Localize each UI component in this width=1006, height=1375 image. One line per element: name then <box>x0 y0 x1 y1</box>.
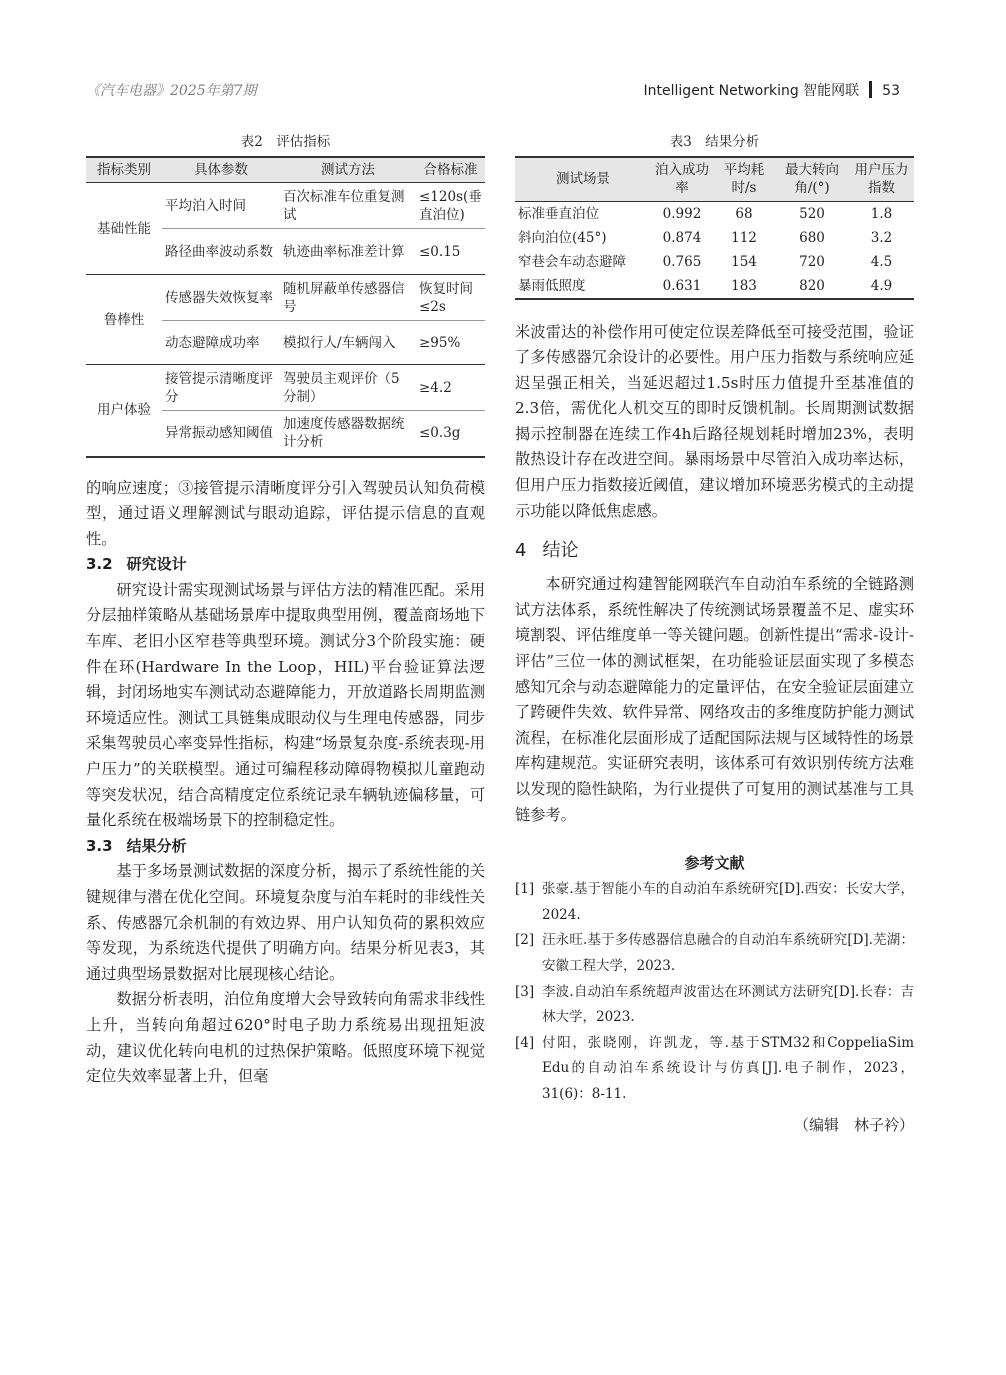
cell: 112 <box>731 229 757 246</box>
reference-list <box>515 877 914 1107</box>
cell: 154 <box>731 253 757 270</box>
table-row <box>515 226 914 250</box>
cell: 模拟行人/车辆闯入 <box>283 334 396 351</box>
reference-item: [3] 李波.自动泊车系统超声波雷达在环测试方法研究[D].长春：吉林大学，2023. <box>515 983 914 1026</box>
table-row <box>515 201 914 226</box>
cell: 接管提示清晰度评分 <box>165 370 273 405</box>
table3-caption: 表3 结果分析 <box>669 134 760 150</box>
cell: ≤120s(垂直泊位) <box>419 188 482 223</box>
cell: 恢复时间≤2s <box>419 280 473 315</box>
section-heading-3-3: 3.3 结果分析 <box>86 836 187 855</box>
table-row <box>515 250 914 274</box>
cell: 路径曲率波动系数 <box>165 243 273 260</box>
cell: 680 <box>799 229 825 246</box>
paragraph: 本研究通过构建智能网联汽车自动泊车系统的全链路测试方法体系，系统性解决了传统测试场景覆盖不足、虚实环境割裂、评估维度单一等关键问题。创新性提出“需求-设计-评估”三位一体的测试框架，在功能验证层面实现了多模态感知冗余与动态避障能力的定量评估，在安全验证层面建立了跨硬件失效、软件异常、网络攻击的多维度防护能力测试流程，在标准化层面形成了适配国际法规与区域特性的场景库构建规范。实证研究表明，该体系可有效识别传统方法难以发现的隐性缺陷，为行业提供了可复用的测试基准与工具链参考。 <box>515 575 914 824</box>
cell: 暴雨低照度 <box>518 277 586 294</box>
category-cell: 用户体验 <box>97 402 151 419</box>
cell: 0.874 <box>662 229 702 246</box>
section-heading-3-2: 3.2 研究设计 <box>86 555 187 574</box>
table2-header-row <box>86 157 485 183</box>
table3 <box>515 156 914 300</box>
cell: 平均泊入时间 <box>165 197 246 214</box>
editor-credit: （编辑 林子衿） <box>793 1115 914 1134</box>
header-cell: 平均耗时/s <box>723 162 765 197</box>
cell: 820 <box>799 277 825 294</box>
category-cell: 基础性能 <box>97 220 151 237</box>
header-cell: 具体参数 <box>194 162 248 178</box>
table-row <box>86 275 485 321</box>
section-heading-4: 4 结论 <box>515 540 579 562</box>
section-name: Intelligent Networking 智能网联 <box>643 83 860 99</box>
table-row <box>515 274 914 299</box>
cell: ≤0.3g <box>419 425 461 442</box>
paragraph: 基于多场景测试数据的深度分析，揭示了系统性能的关键规律与潜在优化空间。环境复杂度与泊车耗时的非线性关系、传感器冗余机制的有效边界、用户认知负荷的累积效应等发现，为系统迭代提供了明确方向。结果分析见表3，其通过典型场景数据对比展现核心结论。 <box>86 862 485 983</box>
cell: ≤0.15 <box>419 243 461 260</box>
header-cell: 最大转向角/(°) <box>785 162 839 197</box>
cell: 传感器失效恢复率 <box>165 289 273 306</box>
cell: 加速度传感器数据统计分析 <box>283 416 405 451</box>
cell: 4.9 <box>870 277 893 294</box>
cell: 窄巷会车动态避障 <box>518 253 626 270</box>
cell: 百次标准车位重复测试 <box>283 188 405 223</box>
cell: 随机屏蔽单传感器信号 <box>283 280 405 315</box>
table2-caption: 表2 评估指标 <box>240 134 331 150</box>
cell: ≥95% <box>419 334 461 351</box>
cell: 3.2 <box>870 229 893 246</box>
cell: 0.631 <box>662 277 702 294</box>
header-cell: 指标类别 <box>97 162 151 178</box>
cell: 520 <box>799 205 825 222</box>
cell: 68 <box>735 205 753 222</box>
cell: 0.765 <box>662 253 702 270</box>
cell: 0.992 <box>662 205 702 222</box>
header-cell: 用户压力指数 <box>854 162 909 197</box>
cell: 4.5 <box>870 253 893 270</box>
header-cell: 测试方法 <box>321 162 375 178</box>
cell: 异常振动感知阈值 <box>165 425 273 442</box>
paragraph: 数据分析表明，泊位角度增大会导致转向角需求非线性上升，当转向角超过620°时电子助力系统易出现扭矩波动，建议优化转向电机的过热保护策略。低照度环境下视觉定位失效率显著上升，但毫 <box>86 990 485 1086</box>
reference-item: [1] 张豪.基于智能小车的自动泊车系统研究[D].西安：长安大学，2024. <box>515 881 914 923</box>
section-header <box>644 80 900 100</box>
cell: 720 <box>799 253 825 270</box>
cell: 183 <box>731 277 757 294</box>
cell: 驾驶员主观评价（5分制） <box>283 370 400 405</box>
journal-issue: 《汽车电器》2025年第7期 <box>86 83 257 99</box>
paragraph: 的响应速度；③接管提示清晰度评分引入驾驶员认知负荷模型，通过语义理解测试与眼动追踪，评估提示信息的直观性。 <box>86 478 485 548</box>
category-cell: 鲁棒性 <box>103 311 145 328</box>
cell: 斜向泊位(45°) <box>518 229 607 246</box>
header-cell: 合格标准 <box>423 162 478 178</box>
cell: 轨迹曲率标准差计算 <box>283 243 405 260</box>
references-title: 参考文献 <box>684 854 745 873</box>
table3-header-row <box>515 157 914 201</box>
left-column <box>86 130 485 1090</box>
header-cell: 泊入成功率 <box>655 162 709 197</box>
reference-item: [2] 汪永旺.基于多传感器信息融合的自动泊车系统研究[D].芜湖：安徽工程大学，2023. <box>515 932 914 974</box>
paragraph: 米波雷达的补偿作用可使定位误差降低至可接受范围，验证了多传感器冗余设计的必要性。用户压力指数与系统响应延迟呈强正相关，当延迟超过1.5s时压力值提升至基准值的2.3倍，需优化人机交互的即时反馈机制。长周期测试数据揭示控制器在连续工作4h后路径规划耗时增加23%，表明散热设计存在改进空间。暴雨场景中尽管泊入成功率达标，但用户压力指数接近阈值，建议增加环境恶劣模式的主动提示功能以降低焦虑感。 <box>515 322 914 520</box>
table-row <box>86 183 485 229</box>
paragraph: 研究设计需实现测试场景与评估方法的精准匹配。采用分层抽样策略从基础场景库中提取典型用例，覆盖商场地下车库、老旧小区窄巷等典型环境。测试分3个阶段实施：硬件在环(Hardware In the Loop，HIL)平台验证算法逻辑，封闭场地实车测试动态避障能力，开放道路长周期监测环境适应性。测试工具链集成眼动仪与生理电传感器，同步采集驾驶员心率变异性指标，构建“场景复杂度-系统表现-用户压力”的关联模型。通过可编程移动障碍物模拟儿童跑动等突发状况，结合高精度定位系统记录车辆轨迹偏移量，可量化系统在极端场景下的控制稳定性。 <box>86 580 485 830</box>
cell: ≥4.2 <box>419 379 452 396</box>
divider <box>869 81 872 98</box>
reference-item: [4] 付阳，张晓刚，许凯龙，等.基于STM32和CoppeliaSim Edu的自动泊车系统设计与仿真[J].电子制作，2023，31(6)：8-11. <box>515 1034 914 1102</box>
cell: 标准垂直泊位 <box>518 205 599 222</box>
table2 <box>86 156 485 458</box>
table-row <box>86 365 485 411</box>
right-column <box>515 130 914 1135</box>
cell: 动态避障成功率 <box>165 334 260 351</box>
cell: 1.8 <box>870 205 893 222</box>
page-number: 53 <box>882 83 900 99</box>
header-cell: 测试场景 <box>556 171 610 188</box>
